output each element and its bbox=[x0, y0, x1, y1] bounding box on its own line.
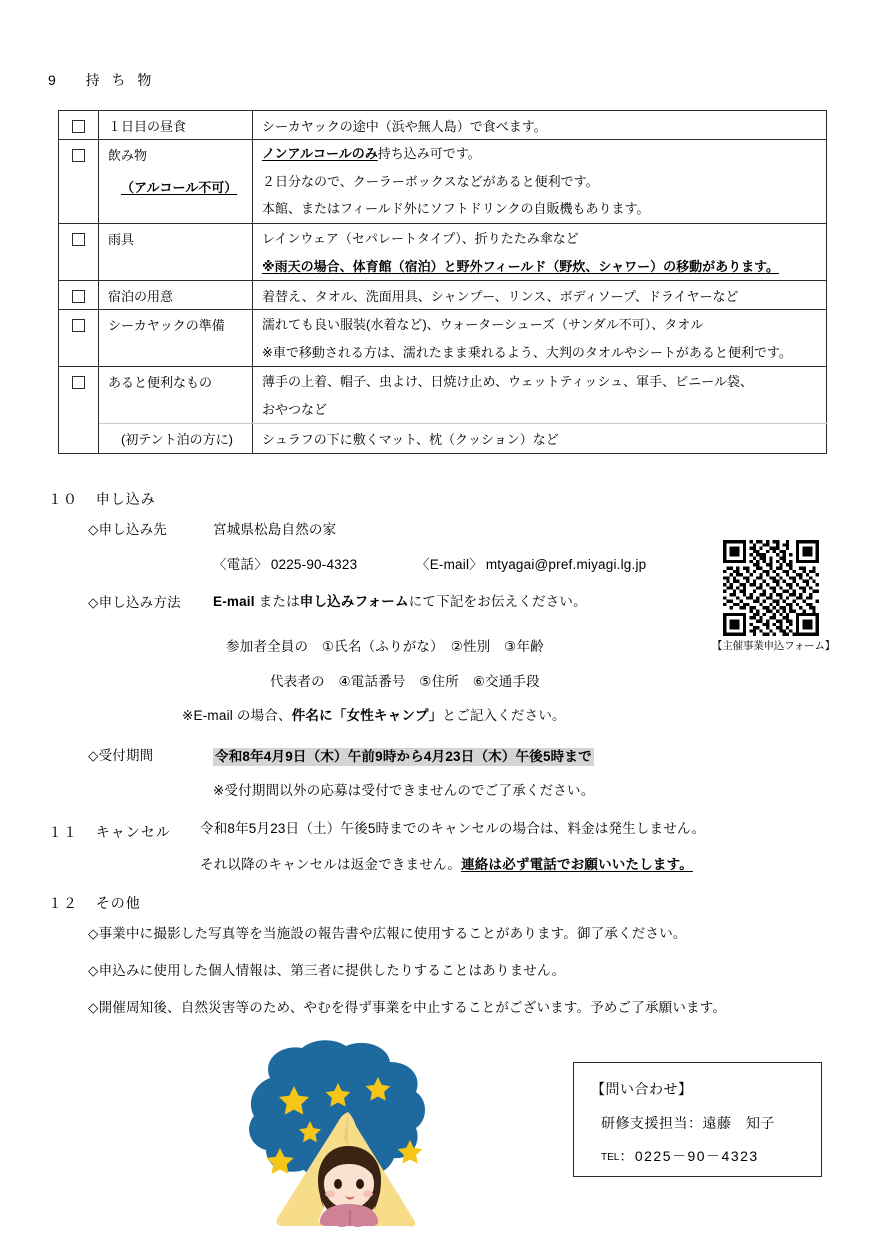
participants-info-line: 参加者全員の ①氏名（ふりがな） ②性別 ③年齢 bbox=[226, 639, 544, 654]
table-row bbox=[59, 309, 827, 366]
item-label-cell bbox=[99, 366, 253, 423]
other-item: ◇申込みに使用した個人情報は、第三者に提供したりすることはありません。 bbox=[88, 963, 566, 978]
desc-line: 着替え、タオル、洗面用具、シャンプー、リンス、ボディソープ、ドライヤーなど bbox=[262, 288, 739, 304]
desc-line bbox=[253, 140, 826, 166]
checkbox-cell[interactable] bbox=[59, 309, 99, 366]
representative-info-line: 代表者の ④電話番号 ⑤住所 ⑥交通手段 bbox=[270, 674, 540, 689]
application-email bbox=[416, 558, 646, 573]
application-destination-label: ◇申し込み先 bbox=[88, 522, 168, 537]
section-11-heading bbox=[48, 822, 171, 842]
method-tail: にて下記をお伝えください。 bbox=[408, 594, 587, 609]
email-subject-note bbox=[182, 709, 566, 724]
application-method-value bbox=[213, 595, 587, 610]
item-label: あると便利なもの bbox=[108, 374, 213, 390]
desc-line: 本館、またはフィールド外にソフトドリンクの自販機もあります。 bbox=[262, 201, 650, 217]
section-9-heading bbox=[48, 70, 155, 90]
section-12-heading bbox=[48, 893, 141, 913]
contact-telephone bbox=[601, 1146, 759, 1166]
contact-person: 研修支援担当：遠藤 知子 bbox=[601, 1115, 775, 1131]
checkbox-icon[interactable] bbox=[72, 376, 85, 389]
item-label-cell bbox=[99, 423, 253, 453]
item-label-cell bbox=[99, 309, 253, 366]
desc-text: 持ち込み可です。 bbox=[377, 146, 481, 161]
desc-line: シュラフの下に敷くマット、枕（クッション）など bbox=[262, 431, 559, 447]
checkbox-icon[interactable] bbox=[72, 319, 85, 332]
contact-info-box bbox=[573, 1062, 822, 1177]
section-9-number: 9 bbox=[48, 72, 60, 88]
checkbox-cell[interactable] bbox=[59, 366, 99, 453]
application-form-qr-block bbox=[712, 540, 836, 653]
section-10-number: １０ bbox=[48, 491, 78, 507]
email-note-emphasis: 件名に「女性キャンプ」 bbox=[291, 708, 443, 723]
table-row bbox=[59, 111, 827, 140]
item-label-cell bbox=[99, 111, 253, 140]
cancellation-plain: それ以降のキャンセルは返金できません。 bbox=[200, 857, 462, 872]
desc-line: ２日分なので、クーラーボックスなどがあると便利です。 bbox=[262, 173, 599, 189]
item-label: １日目の昼食 bbox=[108, 119, 187, 134]
item-desc-cell bbox=[253, 309, 827, 366]
cancellation-line-1: 令和8年5月23日（土）午後5時までのキャンセルの場合は、料金は発生しません。 bbox=[200, 821, 706, 836]
email-note-tail: とご記入ください。 bbox=[442, 708, 566, 723]
table-row bbox=[59, 423, 827, 453]
item-label: (初テント泊の方に) bbox=[121, 431, 234, 447]
method-form-word: 申し込みフォーム bbox=[299, 594, 409, 609]
section-12-number: １２ bbox=[48, 895, 78, 911]
email-label: 〈E-mail〉 bbox=[416, 557, 483, 572]
desc-line: 薄手の上着、帽子、虫よけ、日焼け止め、ウェットティッシュ、軍手、ビニール袋、 bbox=[262, 373, 753, 389]
item-desc-cell bbox=[253, 223, 827, 280]
tel-label: TEL bbox=[601, 1152, 620, 1163]
section-11-title: キャンセル bbox=[95, 824, 171, 840]
reception-period-note: ※受付期間以外の応募は受付できませんのでご了承ください。 bbox=[213, 783, 595, 798]
item-label-cell bbox=[99, 280, 253, 309]
desc-line: レインウェア（セパレートタイプ）、折りたたみ傘など bbox=[262, 230, 579, 246]
item-desc-cell bbox=[253, 366, 827, 423]
item-label: シーカヤックの準備 bbox=[108, 317, 225, 333]
item-label: 宿泊の用意 bbox=[108, 288, 174, 304]
item-label-cell bbox=[99, 223, 253, 280]
checkbox-icon[interactable] bbox=[72, 149, 85, 162]
qr-code-icon[interactable] bbox=[723, 540, 819, 636]
item-desc-cell bbox=[253, 280, 827, 309]
section-12-title: その他 bbox=[95, 895, 141, 911]
checkbox-cell[interactable] bbox=[59, 140, 99, 224]
other-item: ◇事業中に撮影した写真等を当施設の報告書や広報に使用することがあります。御了承ください。 bbox=[88, 926, 687, 941]
girl-in-tent-illustration bbox=[218, 1038, 446, 1250]
checkbox-icon[interactable] bbox=[72, 120, 85, 133]
packing-list-table bbox=[58, 110, 827, 454]
application-method-label: ◇申し込み方法 bbox=[88, 595, 181, 610]
desc-line: シーカヤックの途中（浜や無人島）で食べます。 bbox=[262, 119, 547, 134]
desc-line: 濡れても良い服装(水着など)、ウォーターシューズ（サンダル不可）、タオル bbox=[262, 316, 704, 332]
table-row bbox=[59, 280, 827, 309]
item-desc-cell bbox=[253, 423, 827, 453]
item-label: 飲み物 bbox=[108, 148, 148, 163]
item-desc-cell bbox=[253, 140, 827, 224]
contact-box-title: 【問い合わせ】 bbox=[591, 1081, 693, 1097]
checkbox-cell[interactable] bbox=[59, 223, 99, 280]
qr-code-caption: 【主催事業申込フォーム】 bbox=[712, 640, 836, 652]
phone-value: 0225-90-4323 bbox=[270, 557, 358, 572]
application-phone bbox=[213, 558, 357, 573]
cancellation-line-2 bbox=[200, 858, 693, 873]
item-label-sub: （アルコール不可） bbox=[121, 180, 238, 195]
email-note-head: ※E-mail の場合、 bbox=[182, 708, 292, 723]
checkbox-cell[interactable] bbox=[59, 280, 99, 309]
reception-period-value: 令和8年4月9日（木）午前9時から4月23日（木）午後5時まで bbox=[215, 749, 592, 764]
section-11-number: １１ bbox=[48, 824, 78, 840]
item-label-cell bbox=[99, 140, 253, 224]
table-row bbox=[59, 366, 827, 423]
method-conjunction: または bbox=[254, 594, 300, 609]
application-destination-value: 宮城県松島自然の家 bbox=[213, 522, 337, 537]
item-desc-cell bbox=[253, 111, 827, 140]
section-10-title: 申し込み bbox=[95, 491, 156, 507]
tel-value: ：0225－90－4323 bbox=[619, 1148, 759, 1164]
checkbox-icon[interactable] bbox=[72, 290, 85, 303]
desc-emphasis: ノンアルコールのみ bbox=[262, 146, 378, 161]
desc-line-emphasis: ※雨天の場合、体育館（宿泊）と野外フィールド（野炊、シャワー）の移動があります。 bbox=[262, 259, 780, 275]
email-value[interactable]: mtyagai@pref.miyagi.lg.jp bbox=[485, 557, 647, 572]
desc-line: おやつなど bbox=[262, 402, 328, 418]
reception-period-label: ◇受付期間 bbox=[88, 748, 154, 763]
phone-label: 〈電話〉 bbox=[213, 557, 268, 572]
checkbox-icon[interactable] bbox=[72, 233, 85, 246]
table-row bbox=[59, 223, 827, 280]
item-label: 雨具 bbox=[108, 231, 135, 247]
other-item: ◇開催周知後、自然災害等のため、やむを得ず事業を中止することがございます。予めご了承願います。 bbox=[88, 1000, 727, 1015]
table-row bbox=[59, 140, 827, 224]
section-9-title: 持 ち 物 bbox=[85, 72, 156, 88]
section-10-heading bbox=[48, 489, 156, 509]
checkbox-cell[interactable] bbox=[59, 111, 99, 140]
method-email-word: E-mail bbox=[213, 594, 255, 609]
desc-line: ※車で移動される方は、濡れたまま乗れるよう、大判のタオルやシートがあると便利です。 bbox=[262, 345, 792, 361]
cancellation-emphasis: 連絡は必ず電話でお願いいたします。 bbox=[461, 857, 693, 872]
